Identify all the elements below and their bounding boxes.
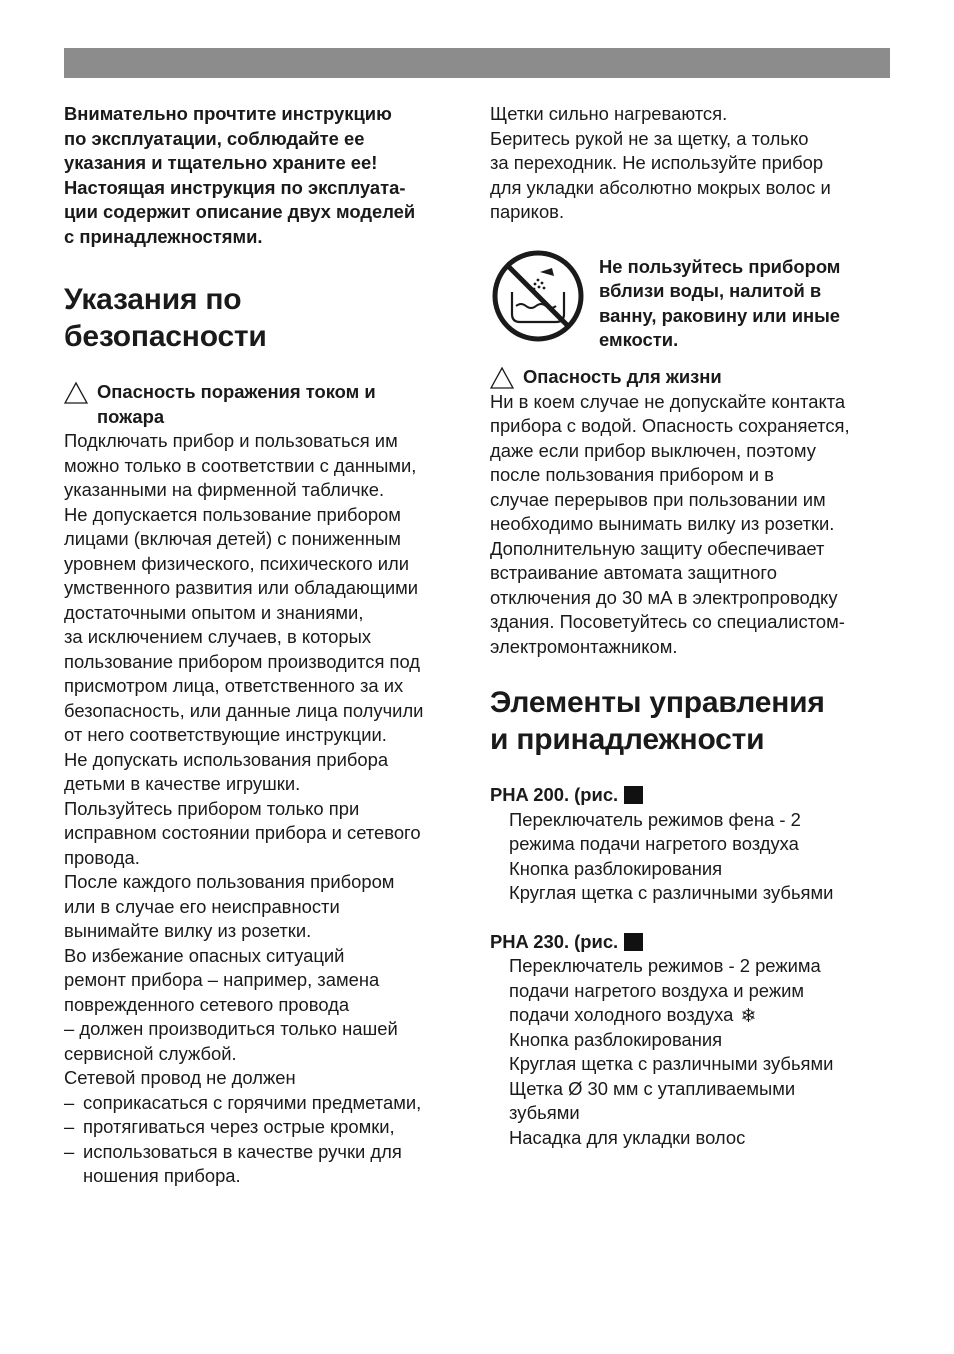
water-warning: Не пользуйтесь прибором вблизи воды, налитой в ванну, раковину или иные емкости. xyxy=(490,248,895,353)
warning-triangle-icon xyxy=(64,381,88,405)
left-column xyxy=(64,102,469,1189)
intro-text: Внимательно прочтите инструкцию по эксплуатации, соблюдайте ее указания и тщательно храните ее! Настоящая инструкция по эксплуата- ции содержит описание двух моделей с принадлежностями. xyxy=(64,103,416,247)
cord-list xyxy=(64,1091,469,1189)
list-item: Кнопка разблокирования xyxy=(509,857,723,879)
right-column xyxy=(490,102,895,1150)
list-item: – протягиваться через острые кромки, xyxy=(64,1116,395,1137)
list-item: Круглая щетка с различными зубьями xyxy=(509,1053,834,1074)
list-item: Переключатель режимов - 2 режима подачи нагретого воздуха и режим подачи холодного воздуха ❄ xyxy=(509,955,821,1027)
snowflake-icon: ❄ xyxy=(740,1006,757,1027)
header-bar xyxy=(64,48,890,78)
figure-marker xyxy=(624,933,643,951)
brush-heat-text: Щетки сильно нагреваются. Беритесь рукой не за щетку, а только за переходник. Не используйте прибор для укладки абсолютно мокрых волос и париков. xyxy=(490,103,831,222)
list-item: – использоваться в качестве ручки для ношения прибора. xyxy=(64,1140,402,1186)
no-water-bath-icon xyxy=(490,248,586,344)
controls-heading: Элементы управления и принадлежности xyxy=(490,686,825,756)
life-danger-heading: Опасность для жизни xyxy=(490,365,895,390)
list-item: Насадка для укладки волос xyxy=(509,1126,746,1148)
warning-triangle-icon xyxy=(490,366,514,390)
list-item: Круглая щетка с различными зубьями xyxy=(509,882,834,903)
list-item: – соприкасаться с горячими предметами, xyxy=(64,1091,422,1113)
life-danger-body: Ни в коем случае не допускайте контакта прибора с водой. Опасность сохраняется, даже если прибор выключен, поэтому после пользования прибором и в случае перерывов при пользовании им необходимо вынимать вилку из розетки. Дополнительную защиту обеспечивает встраивание автомата защитного отключения до 30 мА в электропроводку здания. Посоветуйтесь со специалистом- электромонтажником. xyxy=(490,390,850,657)
pha200-heading: PHA 200. (рис. xyxy=(490,783,895,808)
pha230-list xyxy=(490,954,895,1150)
figure-marker xyxy=(624,786,643,804)
pha200-list xyxy=(490,808,895,906)
shock-warning-heading: Опасность поражения током и пожара xyxy=(64,380,469,429)
shock-warning-body: Подключать прибор и пользоваться им можно только в соответствии с данными, указанными на фирменной табличке. Не допускается пользование прибором лицами (включая детей) с пониженным уровнем физического, психического или умственного развития или обладающими достаточными опытом и знаниями, за исключением случаев, в которых пользование прибором производится под присмотром лица, ответственного за их безопасность, или данные лица получили от него соответствующие инструкции. Не допускать использования прибора детьми в качестве игрушки. Пользуйтесь прибором только при исправном состоянии прибора и сетевого провода. После каждого пользования прибором или в случае его неисправности вынимайте вилку из розетки. Во избежание опасных ситуаций ремонт прибора – например, замена поврежденного сетевого провода – должен производиться только нашей сервисной службой. Сетевой провод не должен xyxy=(64,430,424,1088)
safety-heading: Указания по безопасности xyxy=(64,283,267,353)
list-item: Переключатель режимов фена - 2 режима подачи нагретого воздуха xyxy=(509,808,801,854)
pha230-heading: PHA 230. (рис. xyxy=(490,930,895,955)
list-item: Щетка Ø 30 мм с утапливаемыми зубьями xyxy=(509,1077,796,1123)
list-item: Кнопка разблокирования xyxy=(509,1028,723,1050)
